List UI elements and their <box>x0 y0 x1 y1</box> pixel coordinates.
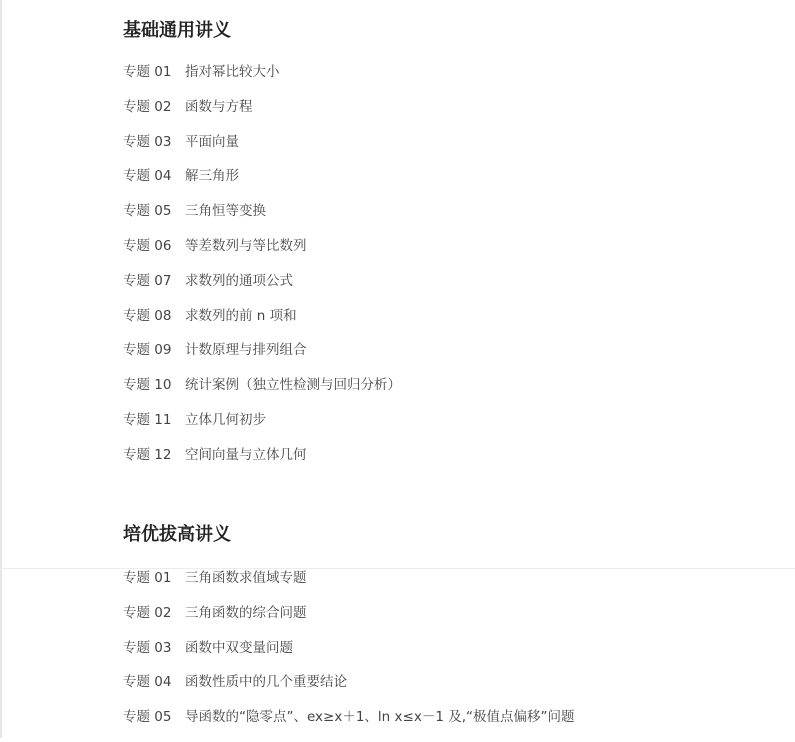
topic-title: 求数列的通项公式 <box>185 272 293 289</box>
topic-title: 函数性质中的几个重要结论 <box>185 674 347 691</box>
topic-number: 专题 12 <box>123 446 172 463</box>
topic-title: 等差数列与等比数列 <box>185 237 307 254</box>
topic-number: 专题 04 <box>123 674 172 691</box>
topic-title: 统计案例（独立性检测与回归分析） <box>185 377 401 394</box>
section-title: 基础通用讲义 <box>123 20 231 41</box>
topic-number: 专题 01 <box>123 570 172 586</box>
topic-number: 专题 06 <box>123 237 172 254</box>
topic-title: 函数与方程 <box>185 98 253 115</box>
topic-item[interactable] <box>123 236 783 271</box>
topic-title: 空间向量与立体几何 <box>185 446 307 463</box>
topic-number: 专题 03 <box>123 133 172 150</box>
topic-item[interactable] <box>123 306 783 341</box>
topic-item[interactable] <box>123 132 783 167</box>
topic-item[interactable] <box>123 445 783 480</box>
topic-number: 专题 02 <box>123 98 172 115</box>
topic-number: 专题 05 <box>123 203 172 220</box>
topic-title: 函数中双变量问题 <box>185 639 293 656</box>
topic-title: 平面向量 <box>185 133 239 150</box>
topic-title: 计数原理与排列组合 <box>185 342 307 359</box>
topic-number: 专题 10 <box>123 377 172 394</box>
topic-title: 求数列的前 n 项和 <box>185 307 297 324</box>
section-advanced-lectures <box>123 522 783 742</box>
topic-item[interactable] <box>123 97 783 132</box>
topic-number: 专题 04 <box>123 168 172 185</box>
topic-title: 三角函数的综合问题 <box>185 604 307 621</box>
topic-number: 专题 03 <box>123 639 172 656</box>
topic-item[interactable] <box>123 568 783 603</box>
topic-item[interactable] <box>123 638 783 673</box>
topic-item[interactable] <box>123 201 783 236</box>
topic-title: 解三角形 <box>185 168 239 185</box>
topic-list <box>123 568 783 742</box>
topic-list <box>123 62 783 480</box>
topic-item[interactable] <box>123 375 783 410</box>
topic-item[interactable] <box>123 672 783 707</box>
topic-title: 三角函数求值域专题 <box>185 570 307 586</box>
topic-item[interactable] <box>123 707 783 742</box>
topic-number: 专题 01 <box>123 64 172 80</box>
topic-number: 专题 08 <box>123 307 172 324</box>
topic-title: 三角恒等变换 <box>185 203 266 220</box>
topic-title: 导函数的“隐零点”、ex≥x＋1、ln x≤x－1 及,“极值点偏移”问题 <box>185 709 575 726</box>
topic-number: 专题 07 <box>123 272 172 289</box>
topic-number: 专题 02 <box>123 604 172 621</box>
topic-item[interactable] <box>123 62 783 97</box>
topic-item[interactable] <box>123 271 783 306</box>
section-title: 培优拔高讲义 <box>123 524 231 545</box>
topic-number: 专题 05 <box>123 709 172 726</box>
topic-item[interactable] <box>123 410 783 445</box>
topic-item[interactable] <box>123 603 783 638</box>
topic-number: 专题 09 <box>123 342 172 359</box>
section-basic-lectures <box>123 18 783 480</box>
topic-item[interactable] <box>123 166 783 201</box>
topic-title: 指对幂比较大小 <box>185 64 280 80</box>
left-border <box>0 0 2 738</box>
topic-title: 立体几何初步 <box>185 411 266 428</box>
topic-number: 专题 11 <box>123 411 172 428</box>
topic-item[interactable] <box>123 340 783 375</box>
